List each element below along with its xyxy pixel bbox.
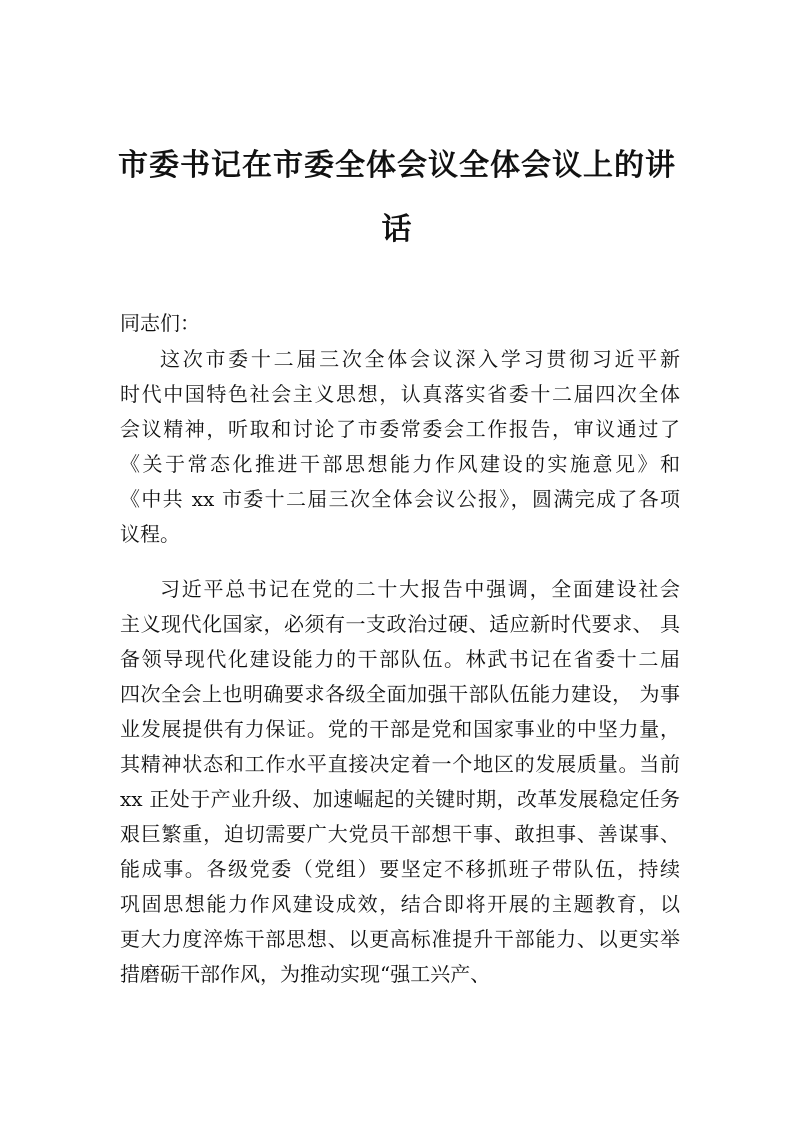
- document-title-line-1: 市委书记在市委全体会议全体会议上的讲: [118, 148, 676, 183]
- paragraph-1: [120, 342, 680, 552]
- paragraph-line: 更大力度淬炼干部思想、以更高标准提升干部能力、以更实举: [120, 927, 680, 951]
- paragraph-2: [120, 572, 680, 992]
- paragraph-line: 其精神状态和工作水平直接决定着一个地区的发展质量。当前: [120, 752, 680, 776]
- paragraph-line: 会议精神，听取和讨论了市委常委会工作报告，审议通过了: [120, 417, 680, 441]
- paragraph-line: 《关于常态化推进干部思想能力作风建设的实施意见》和: [120, 452, 680, 476]
- paragraph-line: 艰巨繁重，迫切需要广大党员干部想干事、敢担事、善谋事、: [120, 822, 680, 846]
- paragraph-line: 巩固思想能力作风建设成效，结合即将开展的主题教育，以: [120, 892, 680, 916]
- paragraph-line: 议程。: [120, 522, 180, 546]
- paragraph-line: 四次全会上也明确要求各级全面加强干部队伍能力建设， 为事: [120, 682, 680, 706]
- paragraph-line: xx 正处于产业升级、加速崛起的关键时期，改革发展稳定任务: [120, 787, 680, 811]
- paragraph-line: 这次市委十二届三次全体会议深入学习贯彻习近平新: [160, 347, 680, 371]
- paragraph-line: 备领导现代化建设能力的干部队伍。林武书记在省委十二届: [120, 647, 680, 671]
- paragraph-line: 习近平总书记在党的二十大报告中强调，全面建设社会: [160, 577, 680, 601]
- paragraph-line: 主义现代化国家，必须有一支政治过硬、适应新时代要求、 具: [120, 612, 680, 636]
- salutation: 同志们：: [120, 311, 200, 335]
- paragraph-line: 能成事。各级党委（党组）要坚定不移抓班子带队伍，持续: [120, 857, 680, 881]
- paragraph-line: 措磨砺干部作风，为推动实现“强工兴产、: [120, 962, 491, 986]
- paragraph-line: 时代中国特色社会主义思想，认真落实省委十二届四次全体: [120, 382, 680, 406]
- paragraph-line: 业发展提供有力保证。党的干部是党和国家事业的中坚力量，: [120, 717, 680, 741]
- paragraph-line: 《中共 xx 市委十二届三次全体会议公报》，圆满完成了各项: [120, 487, 680, 511]
- document-title-line-2: 话: [381, 212, 413, 247]
